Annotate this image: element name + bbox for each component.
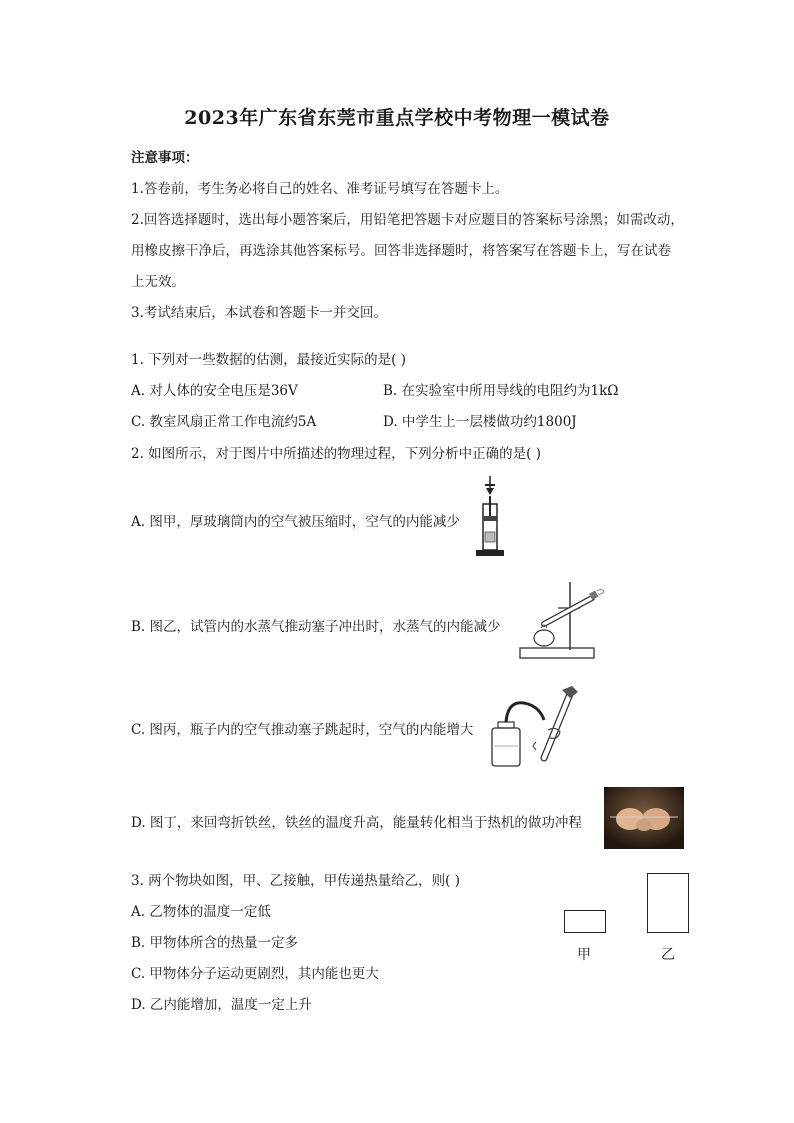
q2-option-b: B. 图乙，试管内的水蒸气推动塞子冲出时，水蒸气的内能减少: [131, 619, 501, 635]
q2-option-a: A. 图甲，厚玻璃筒内的空气被压缩时，空气的内能减少: [131, 514, 460, 530]
block-jia: [564, 910, 606, 933]
q3-option-a: A. 乙物体的温度一定低: [131, 904, 271, 920]
bottle-pump-figure: [488, 684, 584, 770]
block-yi-label: 乙: [661, 947, 675, 963]
notes-heading: 注意事项：: [131, 150, 199, 166]
bending-wire-photo: [604, 787, 684, 849]
q3-stem: 3. 两个物块如图，甲、乙接触，甲传递热量给乙，则( ): [131, 873, 460, 889]
q1-stem: 1. 下列对一些数据的估测，最接近实际的是( ): [131, 352, 406, 368]
q1-option-b: B. 在实验室中所用导线的电阻约为1kΩ: [383, 383, 619, 399]
compression-cylinder-figure: [472, 474, 508, 560]
q1-option-c: C. 教室风扇正常工作电流约5A: [131, 414, 317, 430]
test-tube-steam-figure: [514, 578, 606, 664]
q2-option-c: C. 图丙，瓶子内的空气推动塞子跳起时，空气的内能增大: [131, 722, 474, 738]
q3-option-b: B. 甲物体所含的热量一定多: [131, 935, 299, 951]
q3-option-d: D. 乙内能增加，温度一定上升: [131, 997, 312, 1013]
q2-option-d: D. 图丁，来回弯折铁丝，铁丝的温度升高，能量转化相当于热机的做功冲程: [131, 815, 582, 831]
note-item: 上无效。: [131, 274, 185, 290]
q1-option-a: A. 对人体的安全电压是36V: [131, 383, 298, 399]
q3-option-c: C. 甲物体分子运动更剧烈，其内能也更大: [131, 966, 379, 982]
block-jia-label: 甲: [577, 947, 591, 963]
block-yi: [647, 873, 689, 933]
page-title: 2023年广东省东莞市重点学校中考物理一模试卷: [184, 107, 610, 129]
note-item: 3.考试结束后，本试卷和答题卡一并交回。: [131, 305, 387, 321]
note-item: 用橡皮擦干净后，再选涂其他答案标号。回答非选择题时，将答案写在答题卡上，写在试卷: [131, 243, 671, 259]
q1-option-d: D. 中学生上一层楼做功约1800J: [383, 414, 577, 430]
note-item: 1.答卷前，考生务必将自己的姓名、准考证号填写在答题卡上。: [131, 181, 509, 197]
note-item: 2.回答选择题时，选出每小题答案后，用铅笔把答题卡对应题目的答案标号涂黑；如需改动，: [131, 212, 684, 228]
q2-stem: 2. 如图所示，对于图片中所描述的物理过程，下列分析中正确的是( ): [131, 446, 541, 462]
